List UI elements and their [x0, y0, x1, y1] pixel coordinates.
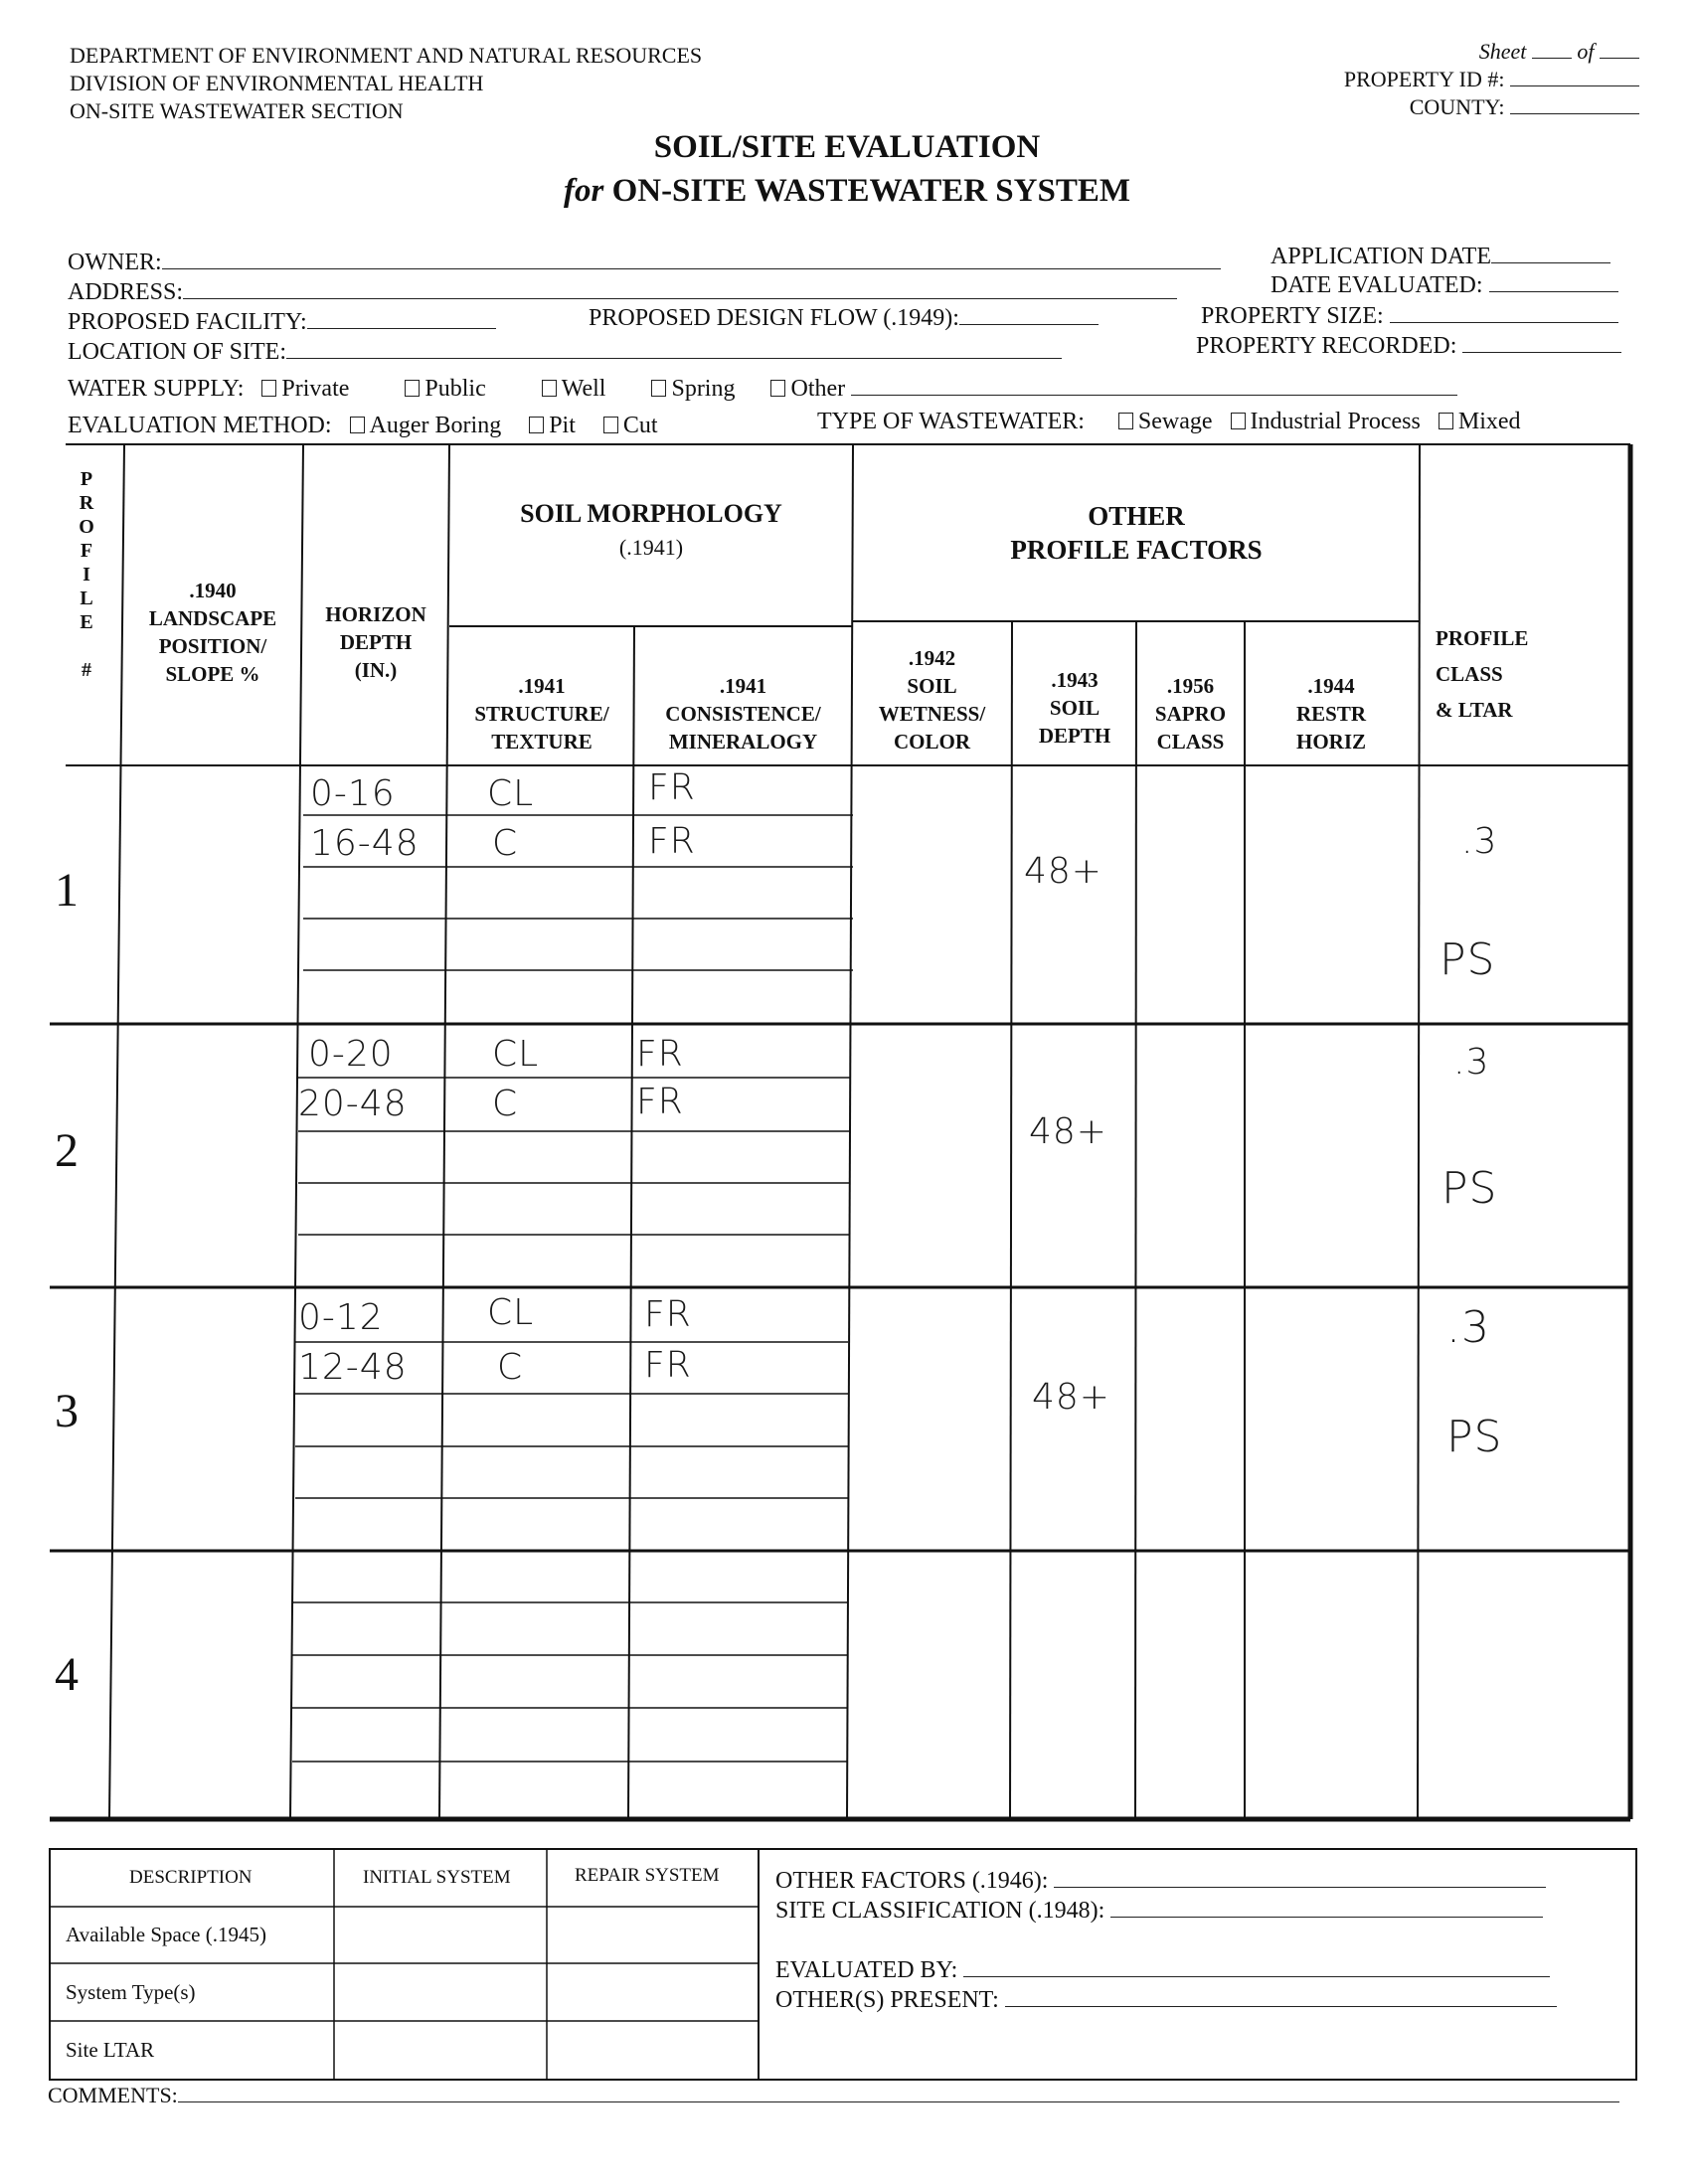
date-evaluated-label: DATE EVALUATED: — [1270, 272, 1483, 298]
option-industrial: Industrial Process — [1250, 409, 1421, 434]
option-well: Well — [561, 376, 606, 402]
p3-class: PS — [1446, 1412, 1503, 1462]
proposed-facility-label: PROPOSED FACILITY: — [68, 309, 307, 335]
owner-label: OWNER: — [68, 250, 162, 275]
bottom-initial-header: INITIAL SYSTEM — [363, 1867, 511, 1888]
p1-consistence-2: FR — [648, 821, 696, 862]
option-sewage: Sewage — [1137, 409, 1213, 434]
p3-consistence-1: FR — [644, 1294, 692, 1335]
others-present-label: OTHER(S) PRESENT: — [775, 1987, 999, 2013]
site-classification-field[interactable] — [1110, 1897, 1543, 1918]
application-date-label: APPLICATION DATE — [1270, 244, 1491, 269]
p3-soil-depth: 48+ — [1032, 1377, 1110, 1418]
profile-number-1: 1 — [55, 864, 79, 917]
option-cut: Cut — [622, 413, 658, 438]
option-private: Private — [281, 376, 350, 402]
structure-header: .1941 STRUCTURE/ TEXTURE — [474, 674, 609, 754]
option-auger-boring: Auger Boring — [369, 413, 502, 438]
p2-ltar: .3 — [1453, 1042, 1490, 1083]
p1-soil-depth: 48+ — [1024, 851, 1102, 892]
address-label: ADDRESS: — [68, 279, 184, 305]
p1-depth-2: 16-48 — [310, 823, 420, 864]
p1-texture-2: C — [492, 823, 519, 864]
water-supply-label: WATER SUPPLY: — [68, 376, 245, 402]
p1-depth-1: 0-16 — [310, 773, 396, 814]
profile-number-4: 4 — [55, 1648, 79, 1701]
consistence-header: .1941 CONSISTENCE/ MINERALOGY — [665, 674, 821, 754]
of-label: of — [1577, 39, 1595, 64]
others-present-field[interactable] — [1005, 1986, 1557, 2007]
evaluated-by-label: EVALUATED BY: — [775, 1957, 958, 1983]
option-other: Other — [790, 376, 846, 402]
soil-morphology-header: SOIL MORPHOLOGY (.1941) — [520, 499, 782, 560]
p1-consistence-1: FR — [648, 767, 696, 808]
comments-label: COMMENTS: — [48, 2083, 178, 2107]
agency-line-3: ON-SITE WASTEWATER SECTION — [70, 98, 404, 123]
p2-texture-1: CL — [492, 1034, 540, 1075]
evaluated-by-field[interactable] — [963, 1956, 1550, 1977]
comments-field[interactable] — [178, 2082, 1619, 2102]
other-factors-header: OTHER PROFILE FACTORS — [1010, 501, 1263, 565]
profile-number-3: 3 — [55, 1385, 79, 1437]
evaluation-method-label: EVALUATION METHOD: — [68, 413, 332, 438]
restr-header: .1944 RESTR HORIZ — [1295, 674, 1367, 754]
available-space-label: Available Space (.1945) — [66, 1923, 266, 1946]
wetness-header: .1942 SOIL WETNESS/ COLOR — [878, 646, 986, 754]
property-id-label: PROPERTY ID #: — [1343, 67, 1505, 91]
title-for: for — [563, 173, 604, 209]
profile-number-2: 2 — [55, 1124, 79, 1177]
county-label: COUNTY: — [1409, 94, 1505, 119]
horizon-header: HORIZON DEPTH (IN.) — [325, 602, 426, 682]
p2-texture-2: C — [492, 1084, 519, 1124]
property-size-label: PROPERTY SIZE: — [1201, 303, 1384, 329]
p3-consistence-2: FR — [644, 1345, 692, 1386]
p2-consistence-1: FR — [636, 1034, 684, 1075]
system-type-label: System Type(s) — [66, 1980, 196, 2004]
agency-line-1: DEPARTMENT OF ENVIRONMENT AND NATURAL RESOURCES — [70, 43, 703, 68]
property-recorded-label: PROPERTY RECORDED: — [1196, 333, 1457, 359]
bottom-description-header: DESCRIPTION — [129, 1867, 253, 1888]
option-mixed: Mixed — [1457, 409, 1521, 434]
location-label: LOCATION OF SITE: — [68, 339, 286, 365]
other-factors-label: OTHER FACTORS (.1946): — [775, 1868, 1049, 1894]
option-pit: Pit — [549, 413, 576, 438]
option-spring: Spring — [671, 376, 736, 402]
wastewater-label: TYPE OF WASTEWATER: — [817, 409, 1085, 434]
p1-class: PS — [1440, 934, 1496, 985]
design-flow-label: PROPOSED DESIGN FLOW (.1949): — [589, 305, 959, 331]
option-public: Public — [424, 376, 486, 402]
site-ltar-label: Site LTAR — [66, 2038, 155, 2062]
p3-depth-2: 12-48 — [298, 1347, 408, 1388]
site-classification-label: SITE CLASSIFICATION (.1948): — [775, 1898, 1105, 1924]
sheet-label: Sheet — [1478, 39, 1527, 64]
landscape-header: .1940 LANDSCAPE POSITION/ SLOPE % — [148, 579, 277, 686]
agency-line-2: DIVISION OF ENVIRONMENTAL HEALTH — [70, 71, 484, 95]
profile-header: P R O F I L E # — [79, 468, 94, 681]
p1-ltar: .3 — [1461, 821, 1498, 862]
p3-ltar: .3 — [1446, 1302, 1490, 1353]
p2-depth-1: 0-20 — [308, 1034, 394, 1075]
profile-class-header: PROFILE CLASS & LTAR — [1436, 626, 1529, 722]
title-line-2: ON-SITE WASTEWATER SYSTEM — [611, 173, 1131, 209]
bottom-repair-header: REPAIR SYSTEM — [575, 1865, 720, 1886]
p2-soil-depth: 48+ — [1029, 1111, 1107, 1152]
p2-consistence-2: FR — [636, 1082, 684, 1122]
p3-depth-1: 0-12 — [298, 1297, 384, 1338]
p3-texture-1: CL — [487, 1292, 535, 1333]
p1-texture-1: CL — [487, 773, 535, 814]
p2-depth-2: 20-48 — [298, 1084, 408, 1124]
other-factors-field[interactable] — [1054, 1867, 1546, 1888]
p2-class: PS — [1441, 1163, 1498, 1214]
p3-texture-2: C — [497, 1347, 524, 1388]
soil-depth-header: .1943 SOIL DEPTH — [1038, 668, 1111, 748]
title-line-1: SOIL/SITE EVALUATION — [653, 129, 1041, 165]
sapro-header: .1956 SAPRO CLASS — [1154, 674, 1227, 754]
